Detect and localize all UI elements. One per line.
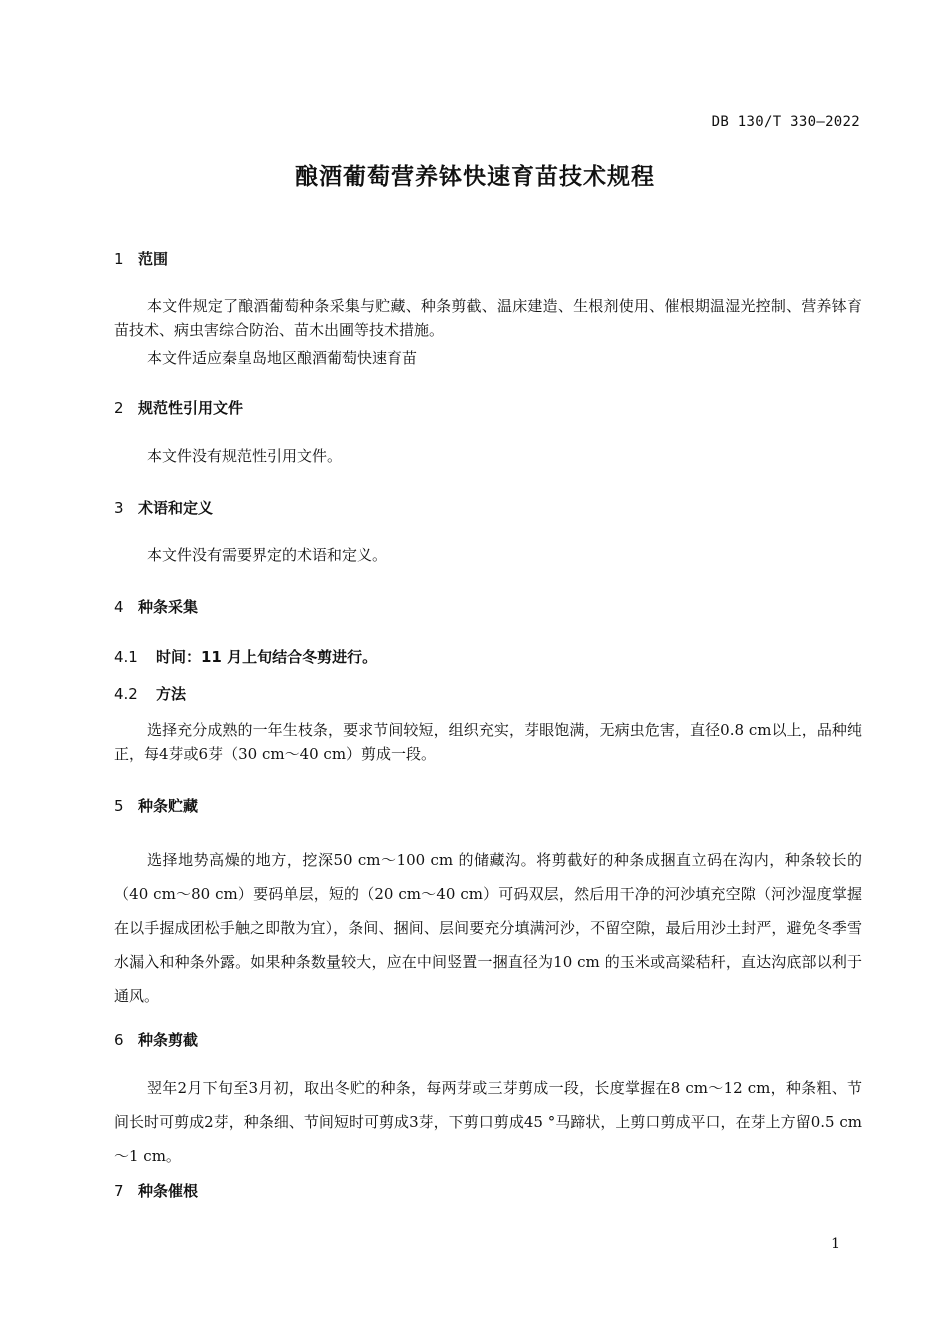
paragraph: 本文件规定了酿酒葡萄种条采集与贮藏、种条剪截、温床建造、生根剂使用、催根期温湿光控制、营养钵育苗技术、病虫害综合防治、苗木出圃等技术措施。 xyxy=(114,297,862,339)
section-title: 种条剪截 xyxy=(138,1031,199,1049)
paragraph: 本文件没有需要界定的术语和定义。 xyxy=(147,546,388,564)
section-number: 6 xyxy=(114,1031,124,1049)
subsection-heading-4-1 xyxy=(114,646,377,667)
section-number: 2 xyxy=(114,399,124,417)
section-heading-6 xyxy=(114,1029,198,1050)
paragraph: 本文件没有规范性引用文件。 xyxy=(147,447,343,465)
section-heading-1 xyxy=(114,248,168,269)
paragraph: 选择地势高燥的地方，挖深50 cm～100 cm 的储藏沟。将剪截好的种条成捆直立码在沟内，种条较长的（40 cm～80 cm）要码单层，短的（20 cm～40 cm）可码双层，然后用干净的河沙填充空隙（河沙湿度掌握在以手握成团松手触之即散为宜），条间、捆间、层间要充分填满河沙，不留空隙，最后用沙土封严，避免冬季雪水漏入和种条外露。如果种条数量较大，应在中间竖置一捆直径为10 cm 的玉米或高粱秸秆，直达沟底部以利于通风。 xyxy=(114,851,862,1005)
section-heading-5 xyxy=(114,795,198,816)
subsection-title: 方法 xyxy=(156,685,187,703)
section-heading-4 xyxy=(114,596,198,617)
section-heading-2 xyxy=(114,397,243,418)
section-number: 3 xyxy=(114,499,124,517)
section-number: 1 xyxy=(114,250,124,268)
subsection-number: 4.2 xyxy=(114,685,138,703)
subsection-heading-4-2 xyxy=(114,683,186,704)
section-heading-3 xyxy=(114,497,213,518)
section-title: 种条催根 xyxy=(138,1182,199,1200)
paragraph: 选择充分成熟的一年生枝条，要求节间较短，组织充实，芽眼饱满，无病虫危害，直径0.8 cm以上，品种纯正，每4芽或6芽（30 cm～40 cm）剪成一段。 xyxy=(114,721,862,763)
section-heading-7 xyxy=(114,1180,198,1201)
paragraph: 本文件适应秦皇岛地区酿酒葡萄快速育苗 xyxy=(147,349,418,367)
document-code: DB 130/T 330—2022 xyxy=(711,114,860,130)
section-title: 种条采集 xyxy=(138,598,199,616)
section-title: 范围 xyxy=(138,250,169,268)
section-title: 规范性引用文件 xyxy=(138,399,244,417)
section-number: 7 xyxy=(114,1182,124,1200)
section-title: 种条贮藏 xyxy=(138,797,199,815)
section-title: 术语和定义 xyxy=(138,499,214,517)
section-number: 5 xyxy=(114,797,124,815)
subsection-title: 时间：11 月上旬结合冬剪进行。 xyxy=(156,648,378,666)
page-number: 1 xyxy=(831,1236,840,1252)
paragraph: 翌年2月下旬至3月初，取出冬贮的种条，每两芽或三芽剪成一段，长度掌握在8 cm～12 cm，种条粗、节间长时可剪成2芽，种条细、节间短时可剪成3芽，下剪口剪成45 °马蹄状，上剪口剪成平口，在芽上方留0.5 cm～1 cm。 xyxy=(114,1079,862,1165)
section-number: 4 xyxy=(114,598,124,616)
page-title: 酿酒葡萄营养钵快速育苗技术规程 xyxy=(295,164,655,190)
subsection-number: 4.1 xyxy=(114,648,138,666)
